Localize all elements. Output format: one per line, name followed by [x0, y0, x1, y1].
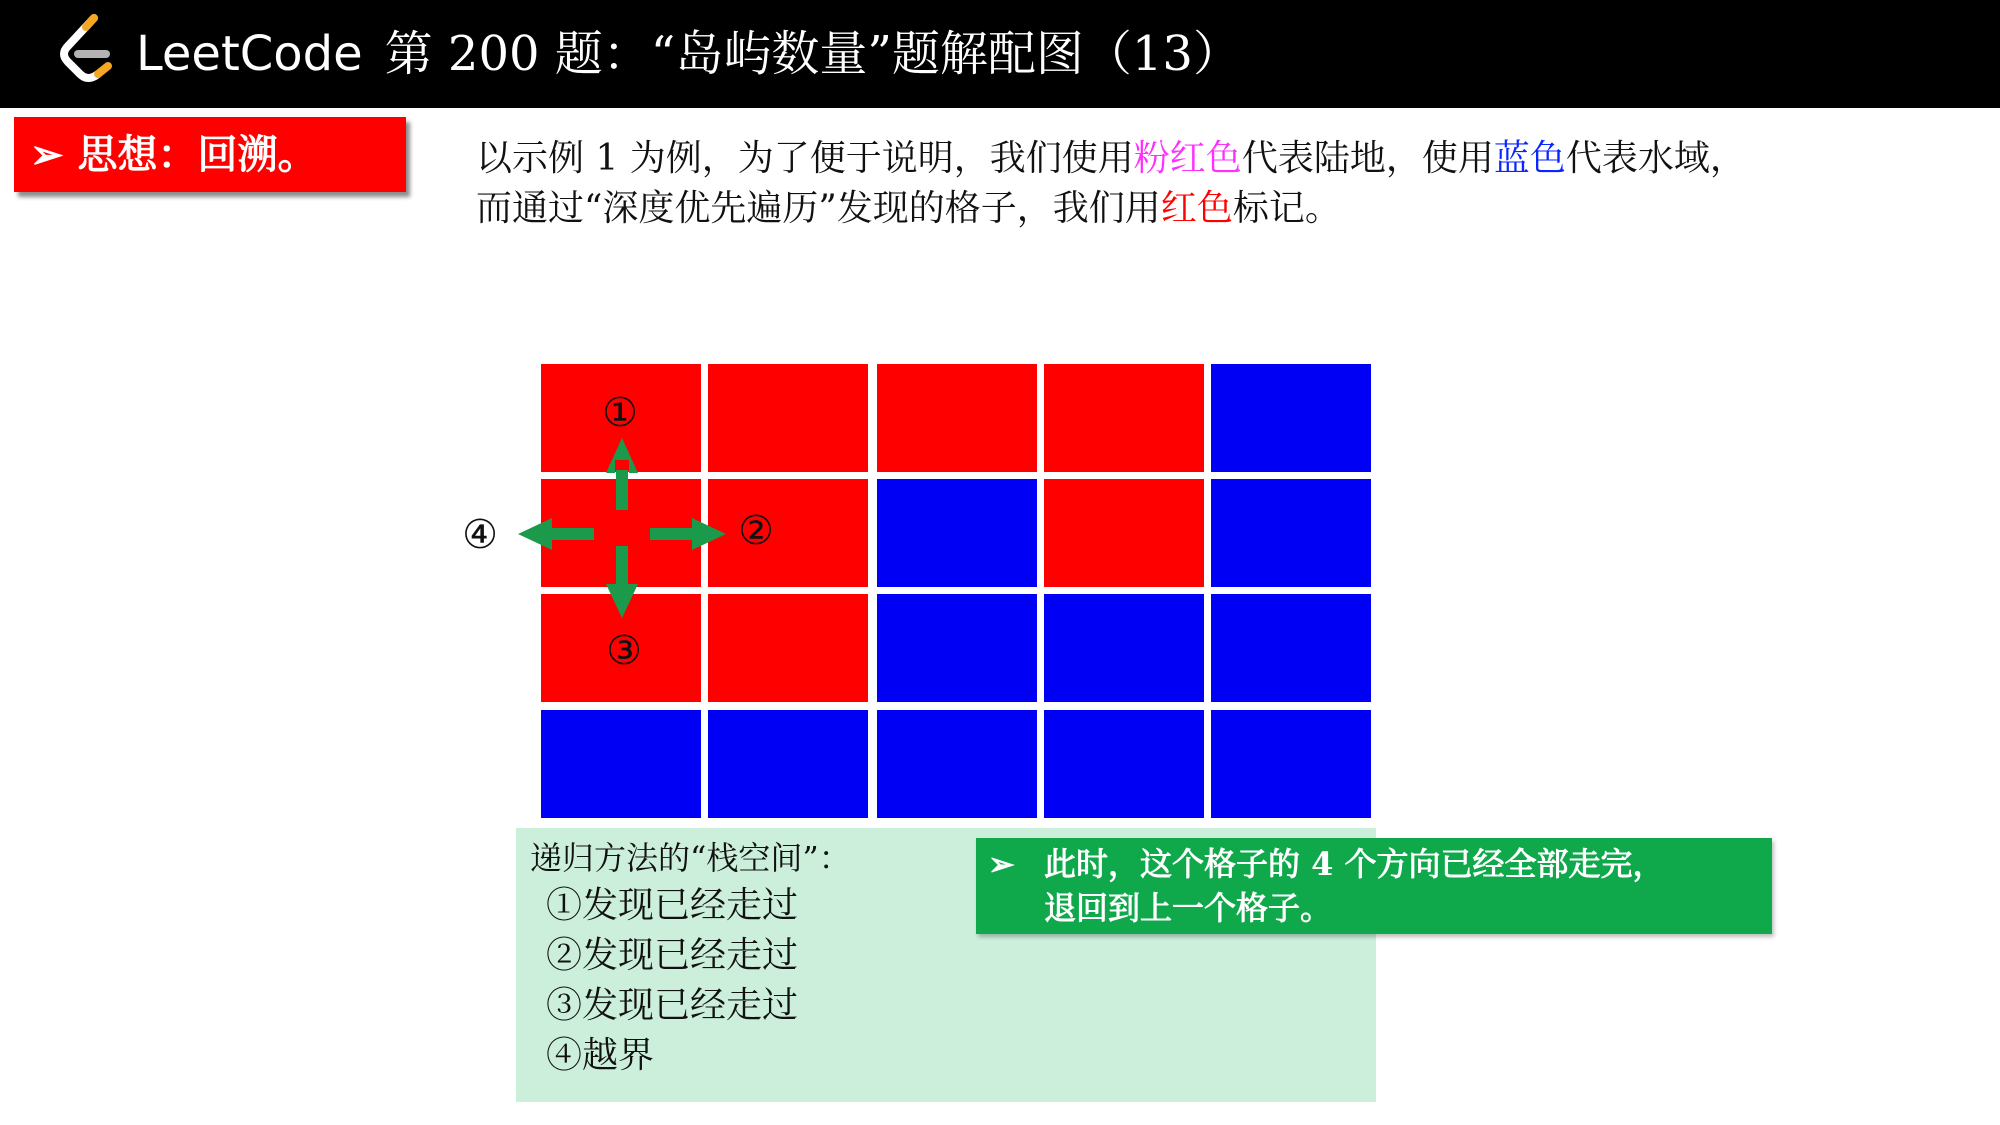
- direction-label-down: ③: [606, 628, 642, 674]
- grid-cell-water: [1211, 479, 1371, 587]
- title-text: 第 200 题：“岛屿数量”题解配图（13）: [384, 26, 1241, 82]
- arrow-left-icon: [518, 518, 552, 550]
- arrow-left-shaft: [550, 528, 594, 540]
- note-line-1: 此时，这个格子的 4 个方向已经全部走完，: [1044, 845, 1665, 883]
- grid-cell-water: [1211, 364, 1371, 472]
- grid-cell-land: [708, 364, 868, 472]
- stack-item: ①发现已经走过: [546, 885, 799, 926]
- grid-cell-water: [1211, 594, 1371, 702]
- note-line-2: 退回到上一个格子。: [1044, 889, 1333, 927]
- grid-cell-land: [708, 594, 868, 702]
- description-text: 标记。: [1232, 188, 1341, 229]
- arrow-down-shaft: [616, 546, 628, 586]
- grid-cell-land: [877, 364, 1037, 472]
- description-text: 代表陆地，使用: [1241, 138, 1494, 179]
- grid-cells: [541, 364, 1371, 818]
- grid-cell-water: [1211, 710, 1371, 818]
- description-text: 而通过“深度优先遍历”发现的格子，我们用: [476, 188, 1161, 229]
- direction-label-right: ②: [738, 508, 774, 554]
- stack-item: ②发现已经走过: [546, 935, 799, 976]
- grid-cell-water: [708, 710, 868, 818]
- grid-cell-water: [541, 710, 701, 818]
- arrow-up-shaft: [616, 470, 628, 510]
- stack-space-title: 递归方法的“栈空间”：: [530, 839, 851, 877]
- stack-item: ④越界: [546, 1035, 655, 1076]
- grid-cell-water: [877, 479, 1037, 587]
- grid-cell-land: [1044, 479, 1204, 587]
- grid-cell-water: [877, 710, 1037, 818]
- grid-cell-water: [877, 594, 1037, 702]
- grid-cell-water: [1044, 594, 1204, 702]
- brand-name: LeetCode: [136, 26, 363, 82]
- bullet-arrow-icon: ➢: [30, 131, 64, 178]
- pink-keyword: 粉红色: [1133, 138, 1242, 179]
- grid-cell-land: [1044, 364, 1204, 472]
- idea-label: 思想：回溯。: [77, 131, 318, 178]
- backtrack-note: [976, 838, 1772, 934]
- blue-keyword: 蓝色: [1493, 138, 1566, 179]
- bullet-arrow-icon: ➢: [988, 845, 1015, 883]
- grid-cell-land: [708, 479, 868, 587]
- grid-cell-water: [1044, 710, 1204, 818]
- red-keyword: 红色: [1160, 188, 1233, 229]
- arrow-right-shaft: [650, 528, 694, 540]
- direction-label-up: ①: [602, 390, 638, 436]
- description-text: 代表水域，: [1565, 138, 1746, 179]
- description-text: 以示例 1 为例，为了便于说明，我们使用: [476, 138, 1134, 179]
- direction-label-left: ④: [462, 512, 498, 558]
- stack-item: ③发现已经走过: [546, 985, 799, 1026]
